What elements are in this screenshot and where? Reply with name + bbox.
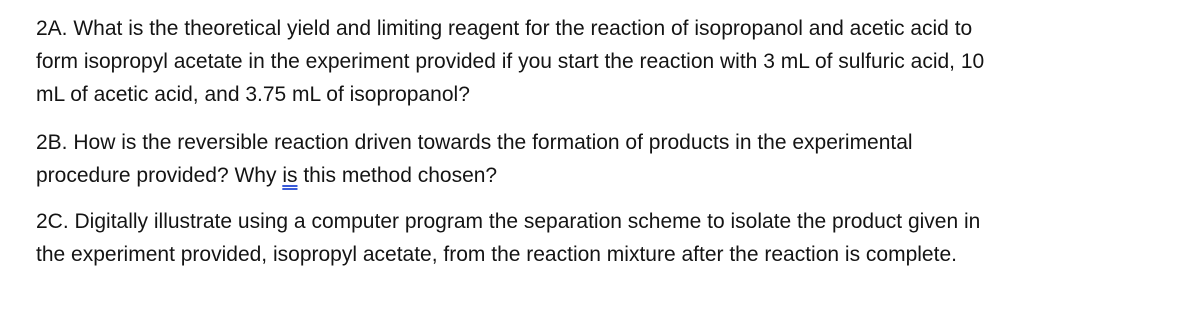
question-2c-line-2: the experiment provided, isopropyl acetate, from the reaction mixture after the reaction is complete. — [36, 243, 957, 266]
question-2b-line-1: 2B. How is the reversible reaction driven towards the formation of products in the experimental — [36, 131, 913, 154]
question-2a-line-3: mL of acetic acid, and 3.75 mL of isopropanol? — [36, 83, 470, 106]
document-body — [36, 12, 1186, 271]
question-2c — [36, 205, 1186, 271]
grammar-flagged-word[interactable]: is — [282, 164, 298, 187]
question-2b — [36, 126, 1186, 192]
question-2a-line-1: 2A. What is the theoretical yield and limiting reagent for the reaction of isopropanol and acetic acid to — [36, 17, 973, 40]
question-2b-line-2 — [36, 159, 1186, 192]
question-2b-line-2-end: this method chosen? — [297, 164, 498, 187]
question-2b-line-2-start: procedure provided? Why — [36, 164, 283, 187]
question-2a-line-2: form isopropyl acetate in the experiment provided if you start the reaction with 3 mL of sulfuric acid, 10 — [36, 50, 985, 73]
question-2c-line-1: 2C. Digitally illustrate using a computer program the separation scheme to isolate the product given in — [36, 210, 981, 233]
question-2a — [36, 12, 1186, 111]
